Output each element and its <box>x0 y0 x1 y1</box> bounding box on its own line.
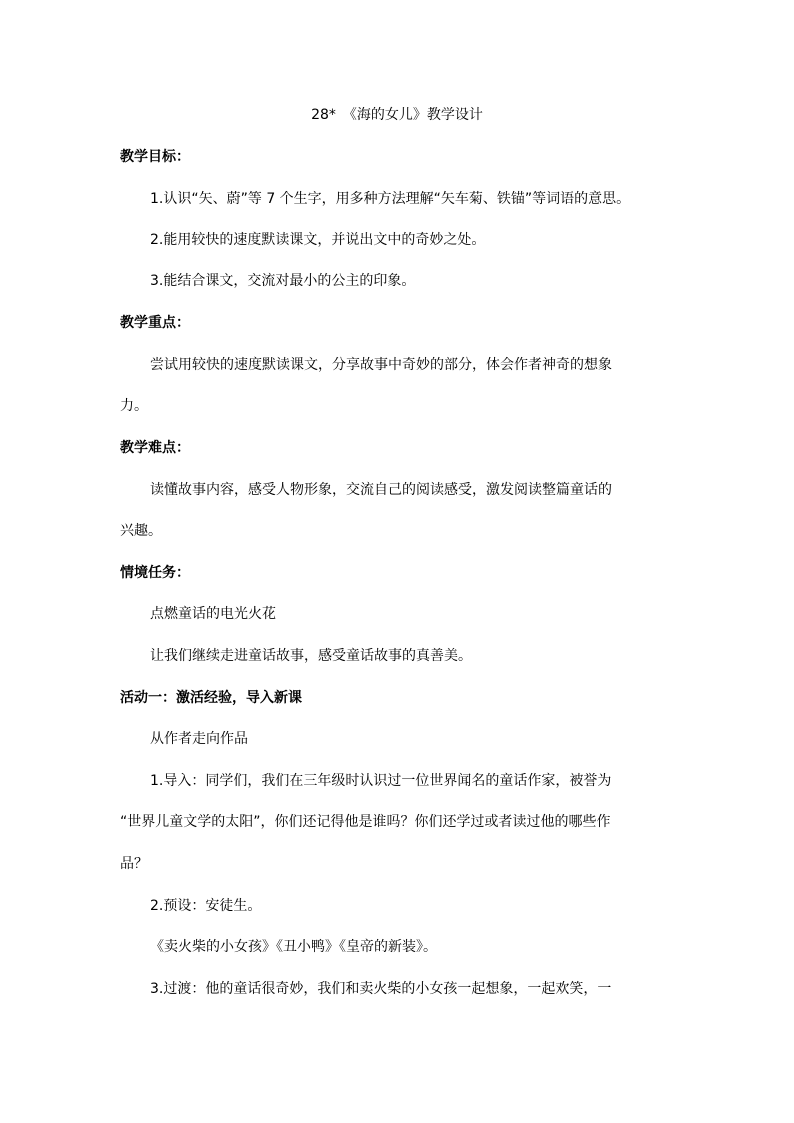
objective-2: 2.能用较快的速度默读课文，并说出文中的奇妙之处。 <box>150 232 486 248</box>
page-title: 28* 《海的女儿》教学设计 <box>311 107 483 123</box>
section-heading-objectives: 教学目标： <box>120 149 190 165</box>
difficulties-text: 读懂故事内容，感受人物形象，交流自己的阅读感受，激发阅读整篇童话的 <box>150 482 612 498</box>
activity-step-3: 3.过渡：他的童话很奇妙，我们和卖火柴的小女孩一起想象，一起欢笑，一 <box>150 981 612 997</box>
activity-works-list: 《卖火柴的小女孩》《丑小鸭》《皇帝的新装》。 <box>150 939 437 955</box>
key-points-text-cont: 力。 <box>120 398 148 414</box>
activity-step-2: 2.预设：安徒生。 <box>150 898 262 914</box>
section-heading-activity-1: 活动一：激活经验，导入新课 <box>120 690 302 706</box>
section-heading-scenario: 情境任务： <box>120 565 190 581</box>
section-heading-key-points: 教学重点： <box>120 315 190 331</box>
key-points-text: 尝试用较快的速度默读课文，分享故事中奇妙的部分，体会作者神奇的想象 <box>150 357 612 373</box>
activity-subtitle: 从作者走向作品 <box>150 731 248 747</box>
difficulties-text-cont: 兴趣。 <box>120 523 162 539</box>
scenario-subtitle: 点燃童话的电光火花 <box>150 606 276 622</box>
activity-step-1: 1.导入：同学们，我们在三年级时认识过一位世界闻名的童话作家，被誉为 <box>150 773 612 789</box>
activity-step-1-cont: “世界儿童文学的太阳”，你们还记得他是谁吗？你们还学过或者读过他的哪些作 <box>120 814 611 830</box>
objective-3: 3.能结合课文，交流对最小的公主的印象。 <box>150 273 416 289</box>
activity-step-1-cont-2: 品？ <box>120 856 148 872</box>
section-heading-difficulties: 教学难点： <box>120 440 190 456</box>
objective-1: 1.认识“矢、蔚”等 7 个生字，用多种方法理解“矢车菊、铁锚”等词语的意思。 <box>150 191 631 207</box>
scenario-text: 让我们继续走进童话故事，感受童话故事的真善美。 <box>150 648 472 664</box>
